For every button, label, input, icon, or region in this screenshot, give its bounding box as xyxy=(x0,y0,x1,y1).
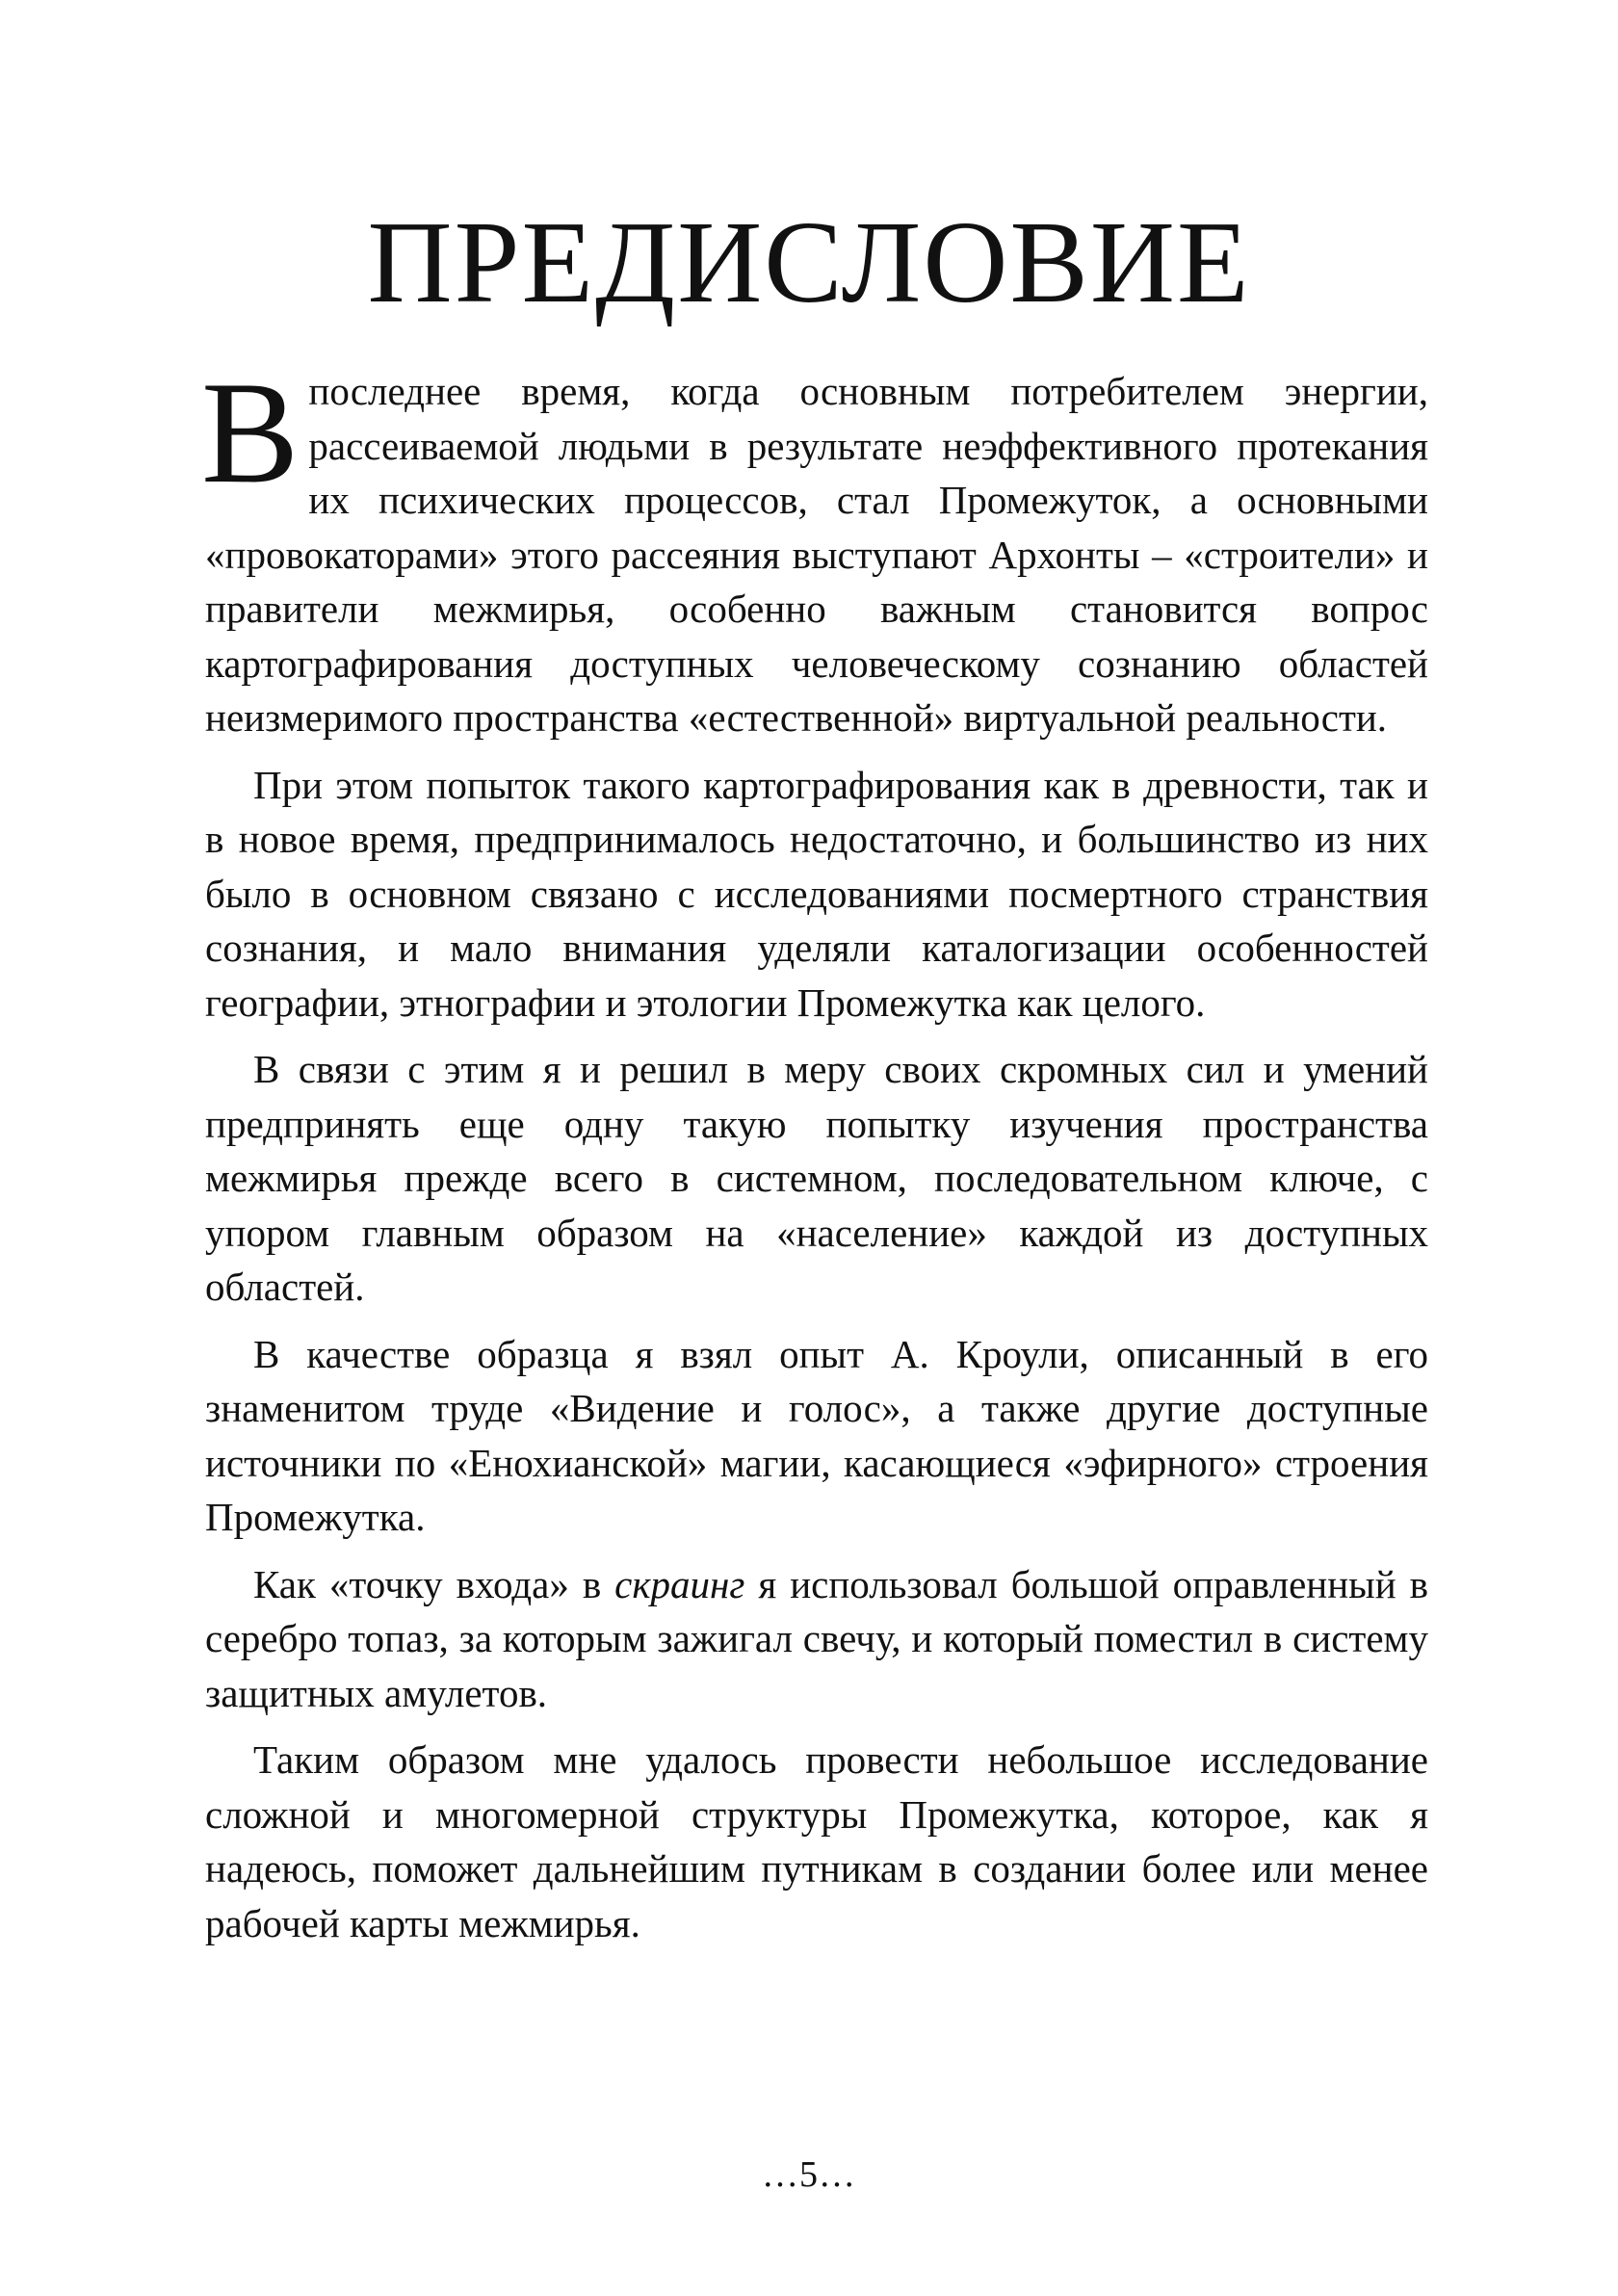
paragraph-1 xyxy=(201,352,1428,745)
paragraph-3: В связи с этим я и решил в меру своих скромных сил и умений предпринять еще одну такую попытку изучения пространства межмирья прежде всего в системном, последовательном ключе, с упором главным образом на «население» каждой из доступных областей. xyxy=(205,1047,1428,1309)
paragraph-1-text: последнее время, когда основным потребителем энергии, рассеиваемой людьми в результате неэффективного протекания их психических процессов, стал Промежуток, а основными «провокаторами» этого рассеяния выступают Архонты – «строители» и правители межмирья, особенно важным становится вопрос картографирования доступных человеческому сознанию областей неизмеримого пространства «естественной» виртуальной реальности. xyxy=(205,369,1428,740)
paragraph-5-text-after: я использовал большой оправленный в серебро топаз, за которым зажигал свечу, и который поместил в систему защитных амулетов. xyxy=(205,1561,1428,1715)
paragraph-5 xyxy=(205,1557,1428,1721)
paragraph-6: Таким образом мне удалось провести небольшое исследование сложной и многомерной структуры Промежутка, которое, как я надеюсь, поможет дальнейшим путникам в создании более или менее рабочей карты межмирья. xyxy=(205,1737,1428,1945)
paragraph-5-italic-term: скраинг xyxy=(614,1561,745,1606)
chapter-title: ПРЕДИСЛОВИЕ xyxy=(367,197,1251,327)
paragraph-2: При этом попыток такого картографирования как в древности, так и в новое время, предпринималось недостаточно, и большинство из них было в основном связано с исследованиями посмертного странствия сознания, и мало внимания уделяли каталогизации особенностей географии, этнографии и этологии Промежутка как целого. xyxy=(205,762,1428,1025)
page-number: …5… xyxy=(762,2154,856,2195)
paragraph-5-text-before: Как «точку входа» в xyxy=(253,1561,615,1606)
drop-cap: В xyxy=(201,352,300,513)
paragraph-4: В качестве образца я взял опыт А. Кроули, описанный в его знаменитом труде «Видение и голос», а также другие доступные источники по «Енохианской» магии, касающиеся «эфирного» строения Промежутка. xyxy=(205,1331,1428,1539)
body-text xyxy=(201,352,1428,1963)
